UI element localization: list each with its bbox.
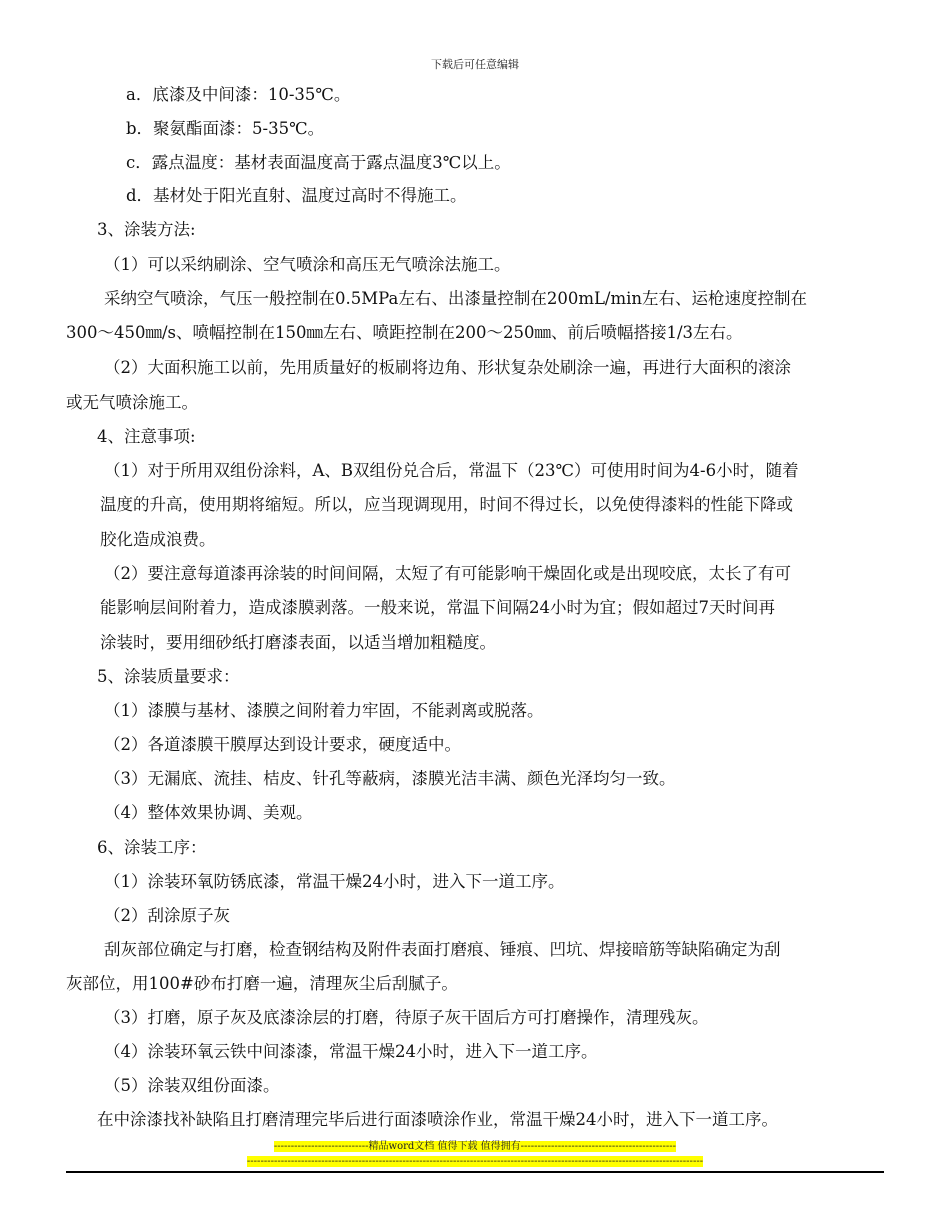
text-line: （4）涂装环氧云铁中间漆漆，常温干燥24小时，进入下一道工序。 bbox=[104, 1042, 598, 1061]
text-line: 温度的升高，使用期将缩短。所以，应当现调现用，时间不得过长，以免使得漆料的性能下降或 bbox=[100, 495, 793, 514]
section-heading: 6、涂装工序： bbox=[97, 838, 207, 857]
text-line: （2）要注意每道漆再涂装的时间间隔，太短了有可能影响干燥固化或是出现咬底，太长了有可 bbox=[104, 564, 791, 583]
text-line: （2）各道漆膜干膜厚达到设计要求，硬度适中。 bbox=[104, 735, 461, 754]
text-line: a．底漆及中间漆：10-35℃。 bbox=[126, 85, 351, 104]
text-line: （1）漆膜与基材、漆膜之间附着力牢固，不能剥离或脱落。 bbox=[104, 701, 544, 720]
text-line: 采纳空气喷涂，气压一般控制在0.5MPa左右、出漆量控制在200mL/min左右、运枪速度控制在 bbox=[104, 289, 808, 308]
footer-banner bbox=[0, 1140, 950, 1153]
bottom-divider bbox=[66, 1171, 884, 1173]
footer-banner-dashes bbox=[0, 1155, 950, 1168]
text-line: 灰部位，用100#砂布打磨一遍，清理灰尘后刮腻子。 bbox=[66, 974, 458, 993]
text-line: 或无气喷涂施工。 bbox=[66, 393, 198, 412]
text-line: 刮灰部位确定与打磨，检查钢结构及附件表面打磨痕、锤痕、凹坑、焊接暗筋等缺陷确定为刮 bbox=[104, 940, 781, 959]
section-heading: 4、注意事项: bbox=[97, 427, 196, 446]
text-line: 在中涂漆找补缺陷且打磨清理完毕后进行面漆喷涂作业，常温干燥24小时，进入下一道工序。 bbox=[97, 1110, 778, 1129]
footer-banner-line-2: --------------------------------------------------------------------------------------------------------------------------------------- bbox=[246, 1156, 704, 1167]
text-line: c．露点温度：基材表面温度高于露点温度3℃以上。 bbox=[126, 153, 511, 172]
text-line: （1）涂装环氧防锈底漆，常温干燥24小时，进入下一道工序。 bbox=[104, 872, 565, 891]
text-line: 能影响层间附着力，造成漆膜剥落。一般来说，常温下间隔24小时为宜；假如超过7天时间再 bbox=[100, 598, 775, 617]
text-line: （5）涂装双组份面漆。 bbox=[104, 1076, 280, 1095]
footer-banner-line-1: ----------------------------精品word文档 值得下载 值得拥有---------------------------------------------- bbox=[273, 1141, 677, 1152]
page-header: 下载后可任意编辑 bbox=[431, 58, 519, 71]
text-line: （3）打磨，原子灰及底漆涂层的打磨，待原子灰干固后方可打磨操作，清理残灰。 bbox=[104, 1008, 709, 1027]
section-heading: 5、涂装质量要求： bbox=[97, 667, 240, 686]
text-line: （2）大面积施工以前，先用质量好的板刷将边角、形状复杂处刷涂一遍，再进行大面积的滚涂 bbox=[104, 358, 791, 377]
text-line: （1）对于所用双组份涂料，A、B双组份兑合后，常温下（23℃）可使用时间为4-6小时，随着 bbox=[104, 461, 799, 480]
section-heading: 3、涂装方法: bbox=[97, 220, 196, 239]
text-line: （4）整体效果协调、美观。 bbox=[104, 803, 313, 822]
text-line: （3）无漏底、流挂、桔皮、针孔等蔽病，漆膜光洁丰满、颜色光泽均匀一致。 bbox=[104, 769, 676, 788]
text-line: （2）刮涂原子灰 bbox=[104, 906, 230, 925]
text-line: 300～450㎜/s、喷幅控制在150㎜左右、喷距控制在200～250㎜、前后喷幅搭接1/3左右。 bbox=[66, 323, 743, 342]
text-line: d．基材处于阳光直射、温度过高时不得施工。 bbox=[126, 186, 467, 205]
text-line: 胶化造成浪费。 bbox=[100, 530, 216, 549]
text-line: 涂装时，要用细砂纸打磨漆表面，以适当增加粗糙度。 bbox=[100, 633, 496, 652]
text-line: （1）可以采纳刷涂、空气喷涂和高压无气喷涂法施工。 bbox=[104, 255, 511, 274]
text-line: b．聚氨酯面漆：5-35℃。 bbox=[126, 119, 325, 138]
